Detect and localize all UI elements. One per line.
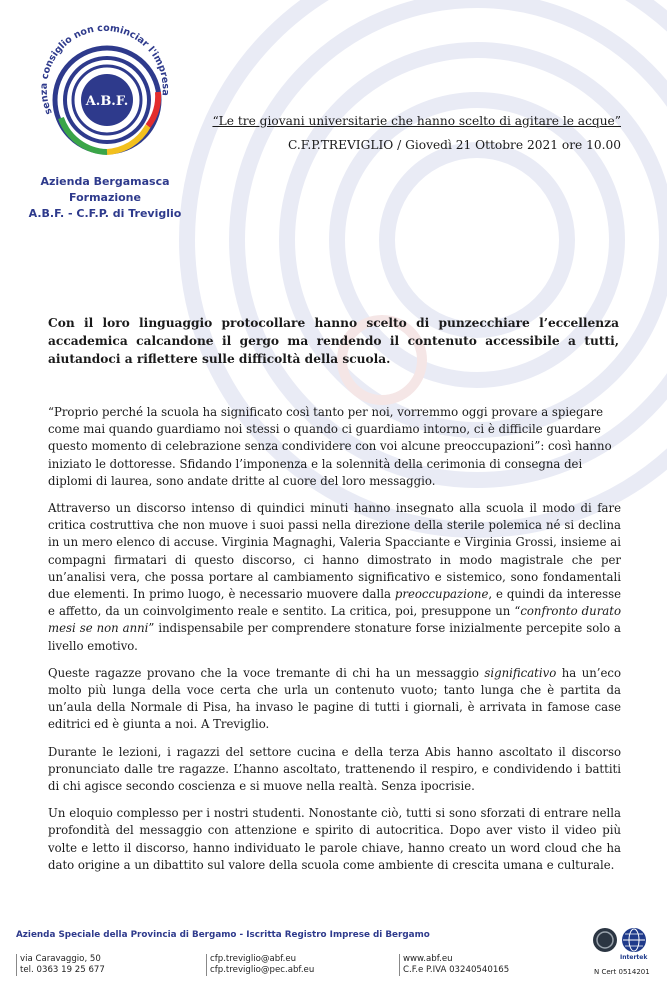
logo-caption-line1: Azienda Bergamasca Formazione <box>40 175 170 204</box>
paragraph-2 <box>48 500 621 655</box>
footer-email[interactable]: cfp.treviglio@abf.eu <box>210 954 297 964</box>
document-header <box>212 114 621 152</box>
abf-logo <box>20 18 190 222</box>
article-body <box>48 404 621 884</box>
paragraph-3-text-a: Queste ragazze provano che la voce tremante di chi ha un messaggio <box>48 665 485 680</box>
logo-arc-text: senza consiglio non cominciar l'impresa <box>38 22 171 117</box>
logo-center-text: A.B.F. <box>85 94 129 109</box>
footer-address: via Caravaggio, 50 <box>20 954 101 964</box>
logo-caption-line2: A.B.F. - C.F.P. di Treviglio <box>28 207 182 220</box>
footer-pec[interactable]: cfp.treviglio@pec.abf.eu <box>210 965 315 975</box>
footer-web[interactable]: www.abf.eu <box>403 954 453 964</box>
header-quote: “Le tre giovani universitarie che hanno scelto di agitare le acque” <box>212 114 621 128</box>
lead-paragraph: Con il loro linguaggio protocollare hanno scelto di punzecchiare l’eccellenza accademica calcandone il gergo ma rendendo il contenuto accessibile a tutti, aiutandoci a riflettere sulle difficoltà della scuola. <box>48 316 619 366</box>
cert-number: N Cert 0514201 <box>594 968 650 976</box>
footer-org: Azienda Speciale della Provincia di Bergamo - Iscritta Registro Imprese di Bergamo <box>16 930 430 940</box>
header-place-date: C.F.P.TREVIGLIO / Giovedì 21 Ottobre 2021 ore 10.00 <box>288 138 621 152</box>
cert-name: Intertek <box>620 954 648 961</box>
paragraph-5: Un eloquio complesso per i nostri studenti. Nonostante ciò, tutti si sono sforzati di entrare nella profondità del messaggio con attenzione e spirito di autocritica. Dopo aver visto il video più volte e letto il discorso, hanno individuato le parole chiave, hanno creato un word cloud che ha dato origine a un dibattito sul valore della scuola come ambiente di crescita umana e culturale. <box>48 806 621 872</box>
paragraph-3-emphasis: significativo <box>484 665 557 680</box>
footer-web-block <box>399 954 509 976</box>
paragraph-2-text-b: , e quindi da interesse e affetto, da un coinvolgimento reale e sentito. La critica, poi, presuppone un “ <box>48 587 621 619</box>
footer-address-block <box>16 954 105 976</box>
paragraph-2-text-a: Attraverso un discorso intenso di quindici minuti hanno insegnato alla scuola il modo di fare critica costruttiva che non muove i suoi passi nella direzione della sterile polemica né si declina in un mero elenco di accuse. Virginia Magnaghi, Valeria Spacciante e Virginia Grossi, insieme ai compagni firmatari di questo discorso, ci hanno dimostrato in modo magistrale che per un’analisi vera, che possa portare al cambiamento significativo e sistemico, sono fondamentali due elementi. In primo luogo, è necessario muovere dalla <box>48 501 621 602</box>
certification-badges <box>578 926 658 986</box>
paragraph-3-text-b: ha un’eco molto più lunga della voce certa che urla un contenuto vuoto; tanto lunga che è partita da un’aula della Normale di Pisa, ha invaso le pagine di tutti i giornali, è arrivata in famose case editrici ed è giunta a noi. A Treviglio. <box>48 665 621 732</box>
abf-emblem-icon <box>32 18 182 168</box>
paragraph-2-emphasis-2: confronto durato mesi se non anni <box>48 604 621 636</box>
paragraph-4: Durante le lezioni, i ragazzi del settore cucina e della terza Abis hanno ascoltato il discorso pronunciato dalle tre ragazze. L’hanno ascoltato, trattenendo il respiro, e condividendo i battiti di chi agisce secondo coscienza e si muove nella realtà. Senza ipocrisie. <box>48 744 621 794</box>
footer-phone: tel. 0363 19 25 677 <box>20 965 105 975</box>
footer-email-block <box>206 954 314 976</box>
paragraph-1: “Proprio perché la scuola ha significato così tanto per noi, vorremmo oggi provare a spiegare come mai quando guardiamo noi stessi o quando ci guardiamo intorno, ci è difficile guardare questo momento di celebrazione senza condividere con voi alcune preoccupazioni”: così hanno iniziato le dottoresse. Sfidando l’imponenza e la solennità della cerimonia di consegna dei diplomi di laurea, sono andate dritte al cuore del loro messaggio. <box>48 405 612 488</box>
paragraph-3 <box>48 665 621 734</box>
footer-vat: C.F.e P.IVA 03240540165 <box>403 965 510 975</box>
paragraph-2-text-c: ” indispensabile per comprendere stonature forse inizialmente percepite solo a livello emotivo. <box>48 621 621 653</box>
paragraph-2-emphasis-1: preoccupazione <box>394 587 489 602</box>
